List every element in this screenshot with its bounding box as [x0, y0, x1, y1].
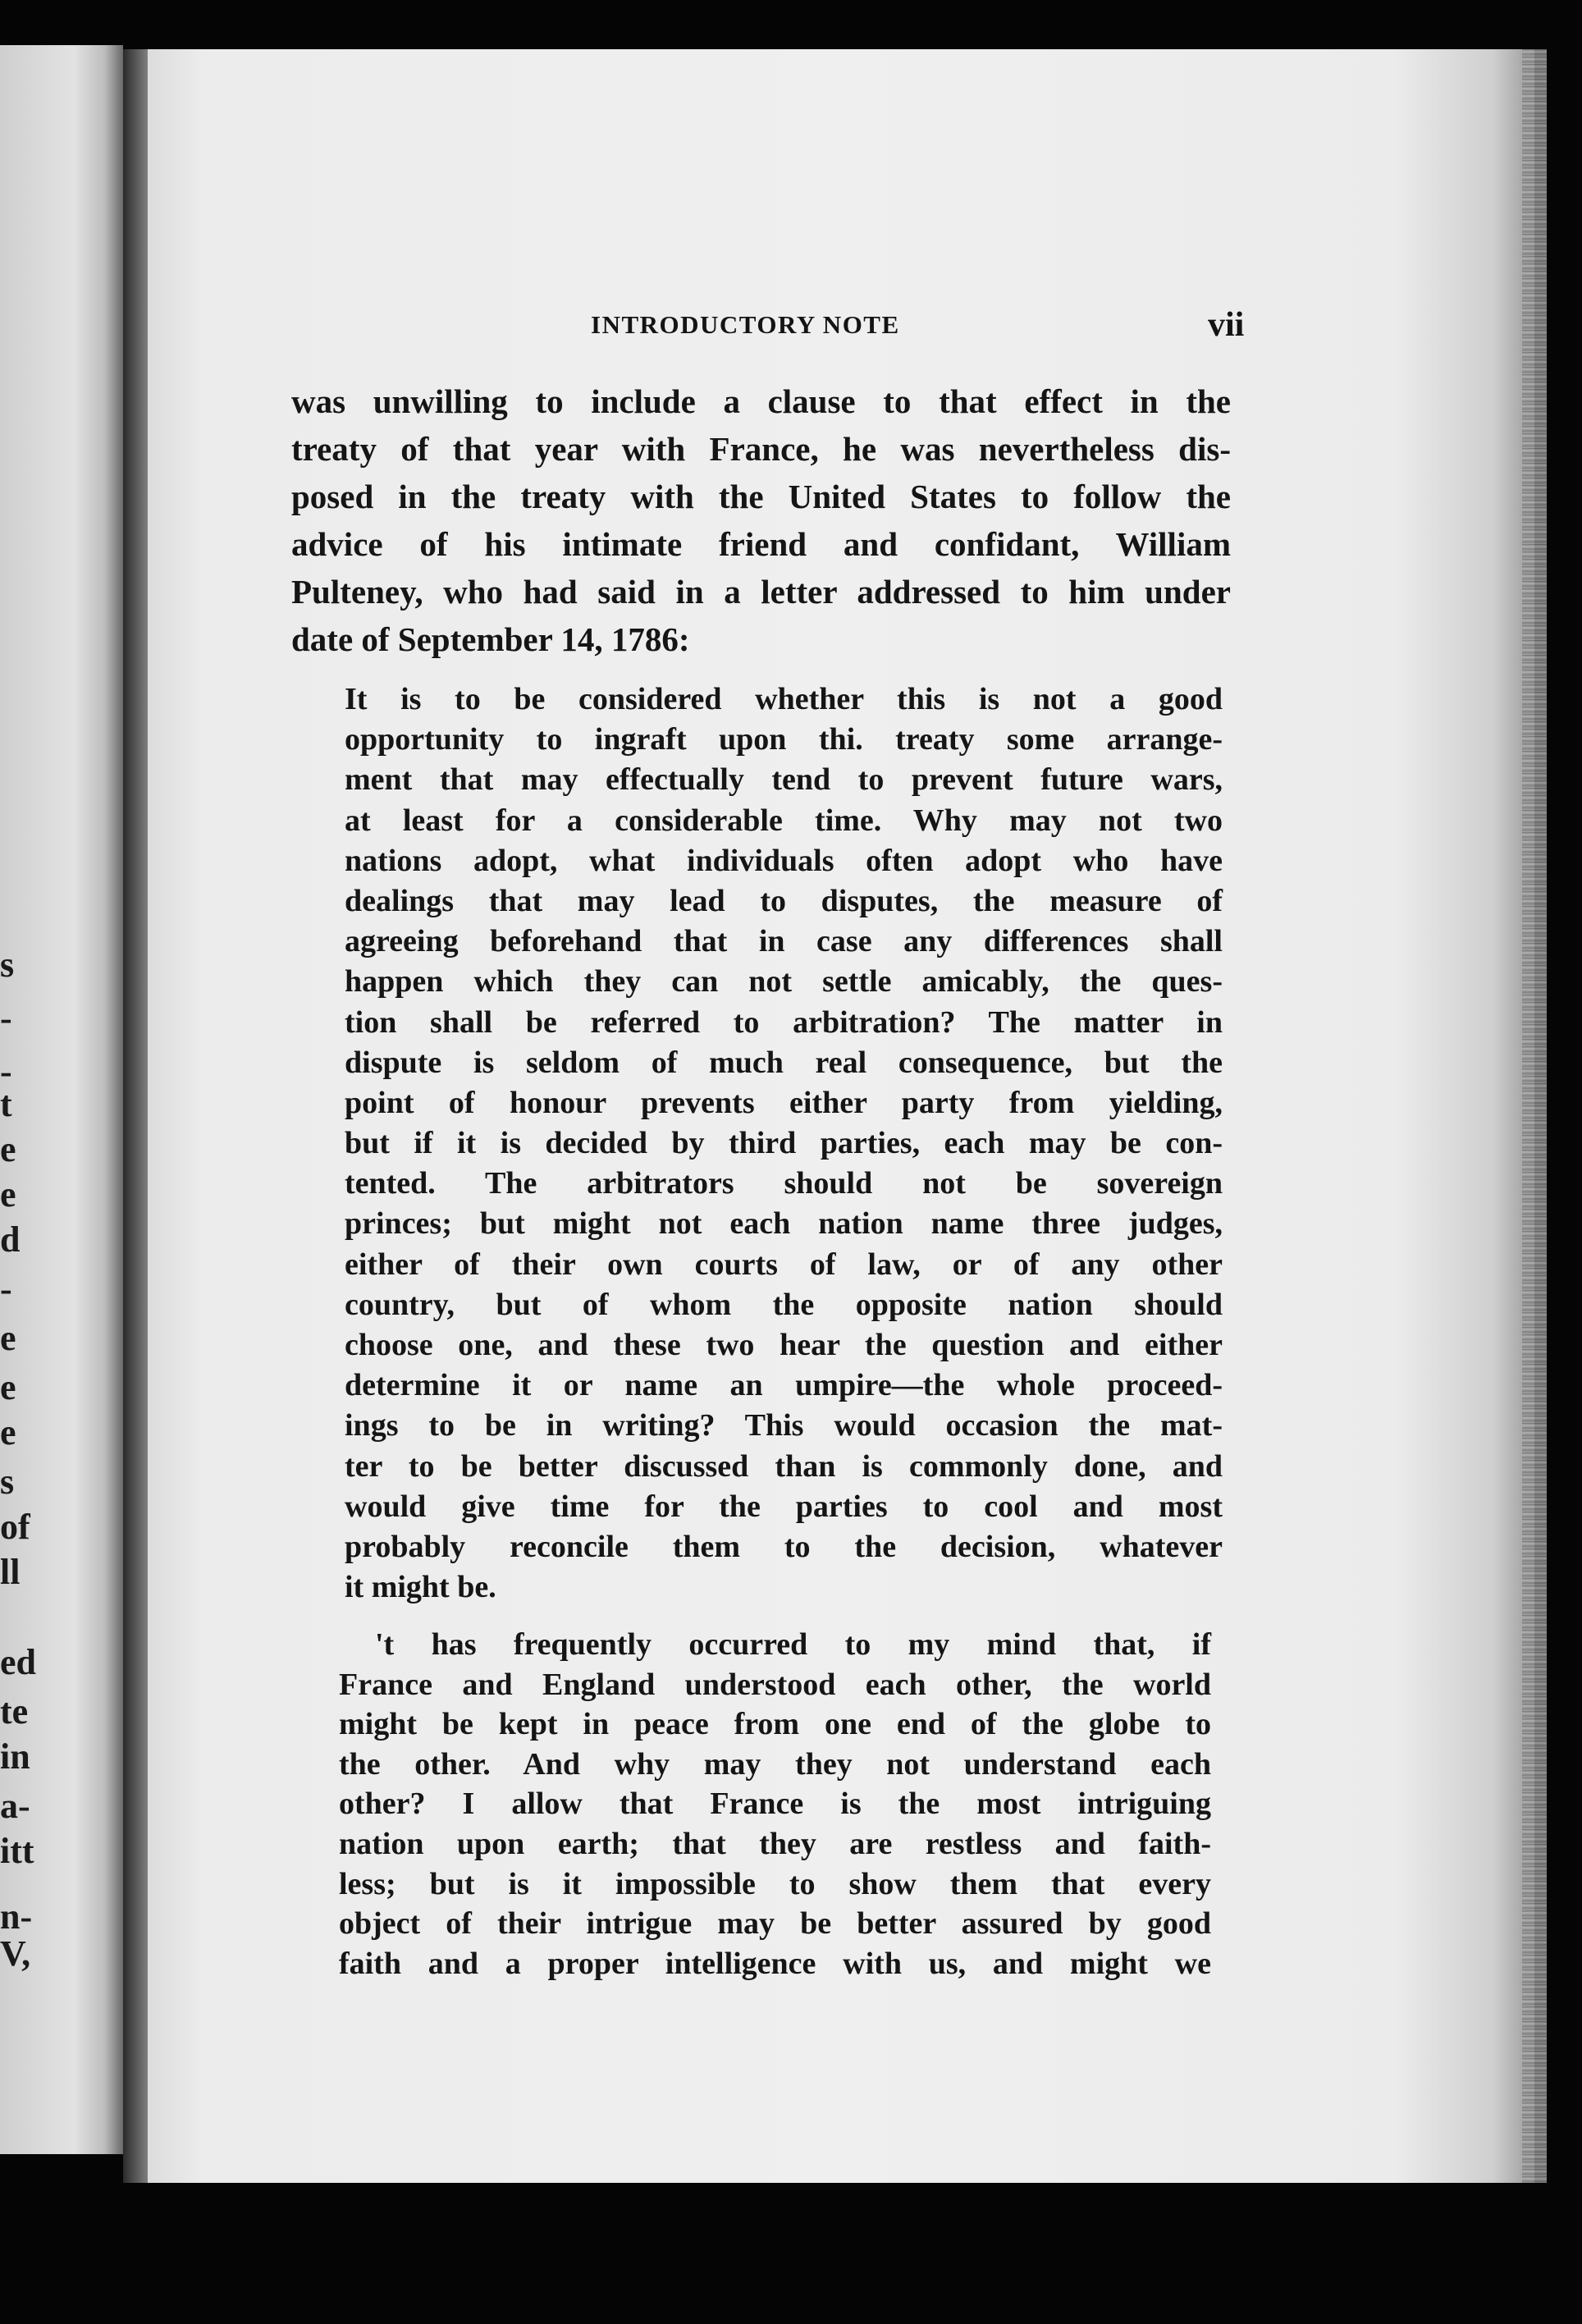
facing-page-edge	[0, 45, 123, 2154]
quote-text-line: less; but is it impossible to show them that every	[339, 1866, 1211, 1901]
facing-page-fragment: e	[0, 1318, 16, 1358]
facing-page-fragment: te	[0, 1691, 29, 1732]
quote-text-line: dealings that may lead to disputes, the measure of	[345, 883, 1223, 918]
facing-page-fragment: d	[0, 1219, 21, 1260]
facing-page-fragment: ed	[0, 1642, 36, 1682]
quote-text-line: country, but of whom the opposite nation should	[345, 1287, 1223, 1322]
quote-text-line: princes; but might not each nation name three judges,	[345, 1206, 1223, 1242]
quote-text-line: might be kept in peace from one end of the globe to	[339, 1707, 1211, 1742]
running-title: INTRODUCTORY NOTE	[591, 310, 900, 339]
quote-text-line: ter to be better discussed than is commonly done, and	[345, 1448, 1223, 1484]
page-stack-edge	[1522, 49, 1547, 2183]
block-quote-continued	[339, 1625, 1211, 1983]
quote-text-line: determine it or name an umpire—the whole proceed-	[345, 1368, 1223, 1403]
facing-page-fragment: V,	[0, 1933, 31, 1974]
quote-text-line: either of their own courts of law, or of any other	[345, 1247, 1223, 1282]
quote-text-line: other? I allow that France is the most intriguing	[339, 1786, 1211, 1822]
facing-page-fragment: n-	[0, 1896, 33, 1937]
quote-text-line: France and England understood each other, the world	[339, 1667, 1211, 1702]
quote-text-line: nation upon earth; that they are restless and faith-	[339, 1826, 1211, 1861]
book-gutter	[123, 49, 151, 2183]
facing-page-fragment: s	[0, 1462, 15, 1502]
quote-text-line: happen which they can not settle amicably, the ques-	[345, 964, 1223, 1000]
quote-text-line: tented. The arbitrators should not be sovereign	[345, 1166, 1223, 1201]
facing-page-fragment: s	[0, 945, 15, 985]
quote-text-line: point of honour prevents either party from yielding,	[345, 1085, 1223, 1120]
facing-page-fragment: e	[0, 1367, 16, 1407]
quote-text-line: but if it is decided by third parties, each may be con-	[345, 1126, 1223, 1161]
facing-page-fragment: -	[0, 998, 12, 1038]
quote-text-line: would give time for the parties to cool and most	[345, 1489, 1223, 1524]
facing-page-fragment: e	[0, 1412, 16, 1452]
quote-text-line: the other. And why may they not understand each	[339, 1746, 1211, 1782]
quote-text-line: ment that may effectually tend to prevent future wars,	[345, 762, 1223, 798]
quote-text-line: tion shall be referred to arbitration? The matter in	[345, 1004, 1223, 1040]
quote-text-line: opportunity to ingraft upon thi. treaty some arrange-	[345, 722, 1223, 757]
facing-page-fragment: e	[0, 1129, 16, 1169]
quote-text-line: ings to be in writing? This would occasion the mat-	[345, 1408, 1223, 1443]
body-text-line: posed in the treaty with the United States to follow the	[291, 478, 1231, 515]
quote-text-line: it might be.	[345, 1570, 496, 1605]
facing-page-fragment: a-	[0, 1786, 30, 1826]
facing-page-fragment: e	[0, 1174, 16, 1215]
quote-text-line: object of their intrigue may be better assured by good	[339, 1906, 1211, 1942]
quote-text-line: dispute is seldom of much real consequence, but the	[345, 1045, 1223, 1080]
facing-page-fragment: ll	[0, 1552, 21, 1592]
facing-page-fragment: t	[0, 1084, 12, 1124]
quote-text-line: agreeing beforehand that in case any differences shall	[345, 924, 1223, 959]
body-text-line: Pulteney, who had said in a letter addressed to him under	[291, 573, 1231, 611]
quote-text-line: probably reconcile them to the decision, whatever	[345, 1529, 1223, 1564]
quote-text-line: It is to be considered whether this is not a good	[345, 682, 1223, 716]
facing-page-fragment: of	[0, 1507, 30, 1547]
quote-text-line: nations adopt, what individuals often adopt who have	[345, 843, 1223, 878]
body-paragraph	[291, 377, 1231, 663]
block-quote	[345, 679, 1223, 1608]
body-text-line: was unwilling to include a clause to that effect in the	[291, 382, 1231, 420]
facing-page-fragment: -	[0, 1269, 12, 1309]
body-text-line: advice of his intimate friend and confidant, William	[291, 525, 1231, 563]
facing-page-fragment: itt	[0, 1831, 34, 1871]
quote-text-line: at least for a considerable time. Why may not two	[345, 803, 1223, 838]
quote-text-line: 't has frequently occurred to my mind that, if	[375, 1627, 1211, 1662]
page-number: vii	[1208, 306, 1245, 344]
facing-page-fragment: in	[0, 1736, 30, 1777]
body-text-line: date of September 14, 1786:	[291, 620, 690, 658]
running-head	[295, 306, 1245, 351]
quote-text-line: faith and a proper intelligence with us, and might we	[339, 1946, 1211, 1981]
quote-text-line: choose one, and these two hear the question and either	[345, 1328, 1223, 1362]
facing-page-text-fragments	[0, 45, 123, 2154]
body-text-line: treaty of that year with France, he was nevertheless dis-	[291, 430, 1231, 468]
facing-page-fragment: -	[0, 1051, 12, 1091]
